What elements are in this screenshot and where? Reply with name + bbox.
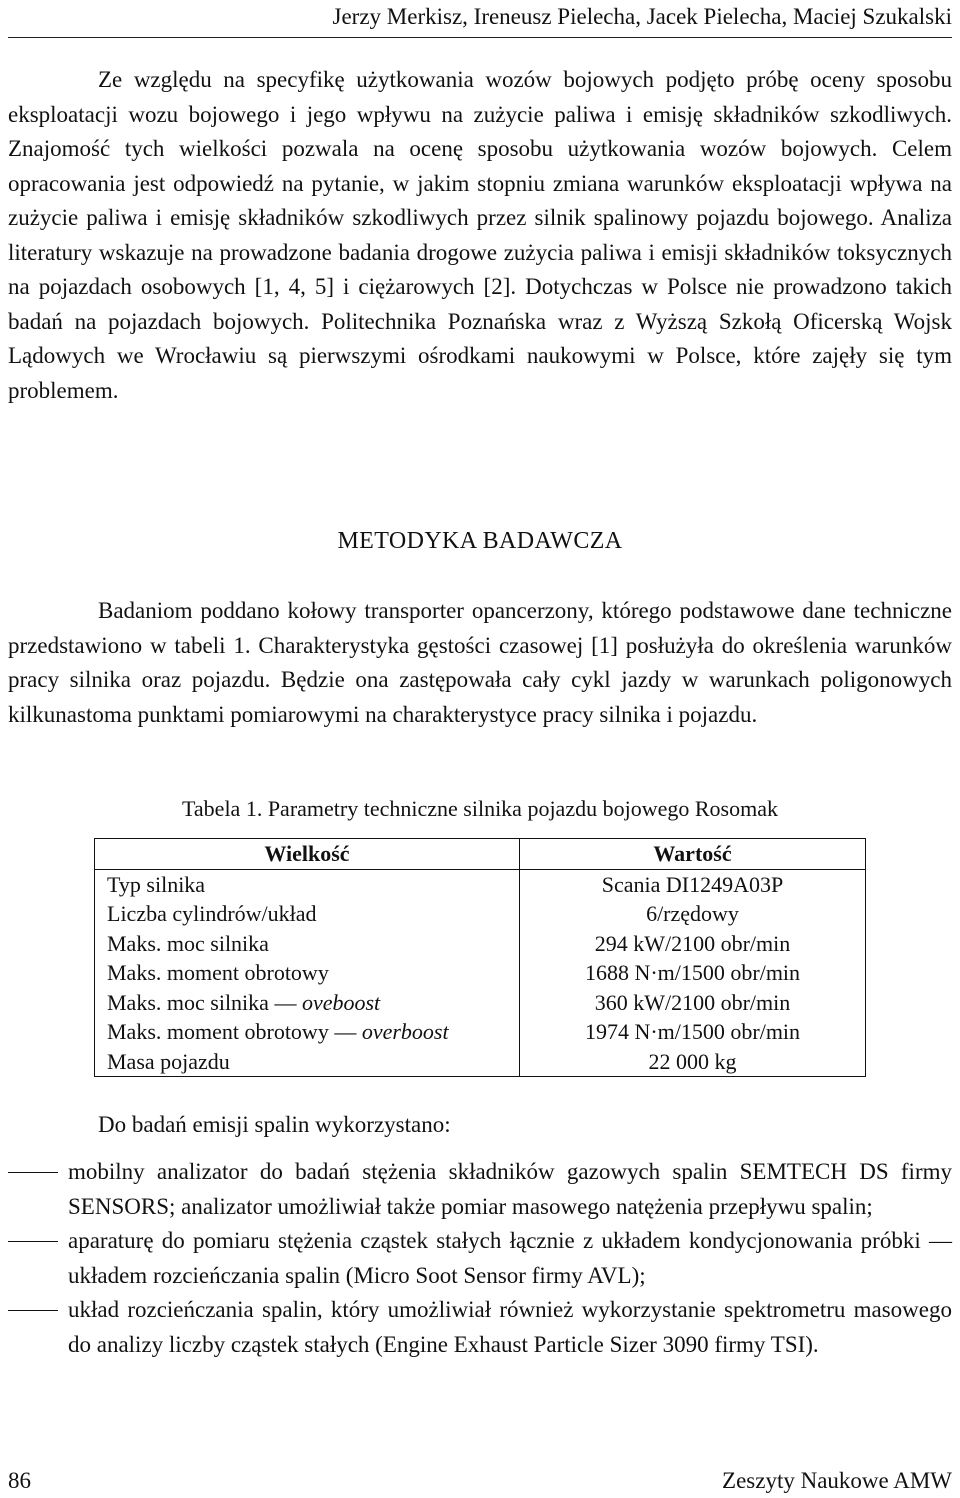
table-row [95, 1017, 866, 1047]
table-cell-name: Masa pojazdu [95, 1047, 520, 1077]
table-cell-name-suffix: overboost [361, 1019, 449, 1044]
list-item-text: układ rozcieńczania spalin, który umożliwiał również wykorzystanie spektrometru masowego do analizy liczby cząstek stałych (Engine Exhaust Particle Sizer 3090 firmy TSI). [68, 1297, 952, 1357]
header-rule [8, 37, 952, 38]
table-cell-name-text: Maks. moment obrotowy [107, 1019, 329, 1044]
table-cell-value: 294 kW/2100 obr/min [520, 929, 866, 959]
table-cell-name-suffix: oveboost [301, 989, 381, 1015]
section-heading: METODYKA BADAWCZA [337, 528, 623, 554]
list-item [8, 1224, 952, 1293]
table-cell-value: 1688 N·m/1500 obr/min [520, 958, 866, 988]
table-cell-value: Scania DI1249A03P [520, 869, 866, 899]
dash-bullet-icon [8, 1310, 58, 1311]
table-row [95, 958, 866, 988]
table-cell-name: Maks. moc silnika [95, 929, 520, 959]
method-paragraph: Badaniom poddano kołowy transporter opancerzony, którego podstawowe dane techniczne przedstawiono w tabeli 1. Charakterystyka gęstości czasowej [1] posłużyła do określenia warunków pracy silnika oraz pojazdu. Będzie ona zastępowała cały cykl jazdy w warunkach poligonowych kilkunastoma punktami pomiarowymi na charakterystyce pracy silnika i pojazdu. [8, 598, 952, 727]
table-cell-name: Liczba cylindrów/układ [95, 899, 520, 929]
table-cell-value: 1974 N·m/1500 obr/min [520, 1017, 866, 1047]
dash-bullet-icon [8, 1172, 58, 1173]
column-header-value: Wartość [520, 839, 866, 870]
column-header-name: Wielkość [95, 839, 520, 870]
list-item [8, 1155, 952, 1224]
table-cell-value: 22 000 kg [520, 1047, 866, 1077]
table-row [95, 929, 866, 959]
table-cell-value: 6/rzędowy [520, 899, 866, 929]
journal-name: Zeszyty Naukowe AMW [722, 1468, 952, 1493]
dash-bullet-icon [8, 1241, 58, 1242]
parameters-table [94, 838, 866, 1077]
table-cell-name-text: Maks. moc silnika [107, 989, 269, 1015]
table-row [95, 899, 866, 929]
table-cell-name: Maks. moment obrotowy — overboost [95, 1017, 520, 1047]
list-item-text: mobilny analizator do badań stężenia składników gazowych spalin SEMTECH DS firmy SENSORS; analizator umożliwiał także pomiar masowego natężenia przepływu spalin; [68, 1159, 952, 1219]
table-cell-name: Maks. moment obrotowy [95, 958, 520, 988]
equipment-intro: Do badań emisji spalin wykorzystano: [98, 1112, 451, 1137]
table-cell-value: 360 kW/2100 obr/min [520, 988, 866, 1018]
intro-paragraph: Ze względu na specyfikę użytkowania wozów bojowych podjęto próbę oceny sposobu eksploatacji wozu bojowego i jego wpływu na zużycie paliwa i emisję składników szkodliwych. Znajomość tych wielkości pozwala na ocenę sposobu użytkowania wozów bojowych. Celem opracowania jest odpowiedź na pytanie, w jakim stopniu zmiana warunków eksploatacji wpływa na zużycie paliwa i emisję składników szkodliwych przez silnik spalinowy pojazdu bojowego. Analiza literatury wskazuje na prowadzone badania drogowe zużycia paliwa i emisji składników toksycznych na pojazdach osobowych [1, 4, 5] i ciężarowych [2]. Dotychczas w Polsce nie prowadzono takich badań na pojazdach bojowych. Politechnika Poznańska wraz z Wyższą Szkołą Oficerską Wojsk Lądowych we Wrocławiu są pierwszymi ośrodkami naukowymi w Polsce, które zajęły się tym problemem. [8, 67, 952, 403]
table-caption: Tabela 1. Parametry techniczne silnika pojazdu bojowego Rosomak [182, 796, 778, 821]
list-item [8, 1293, 952, 1362]
table-row [95, 1047, 866, 1077]
table-header-row [95, 839, 866, 870]
equipment-list [8, 1155, 952, 1362]
table-row [95, 869, 866, 899]
table-cell-name: Typ silnika [95, 869, 520, 899]
running-header-authors: Jerzy Merkisz, Ireneusz Pielecha, Jacek Pielecha, Maciej Szukalski [332, 4, 952, 29]
page-number: 86 [8, 1468, 31, 1493]
list-item-text: aparaturę do pomiaru stężenia cząstek stałych łącznie z układem kondycjonowania próbki — układem rozcieńczania spalin (Micro Soot Sensor firmy AVL); [68, 1228, 952, 1288]
table-row [95, 988, 866, 1018]
table-cell-name: Maks. moc silnika — oveboost [95, 988, 520, 1018]
